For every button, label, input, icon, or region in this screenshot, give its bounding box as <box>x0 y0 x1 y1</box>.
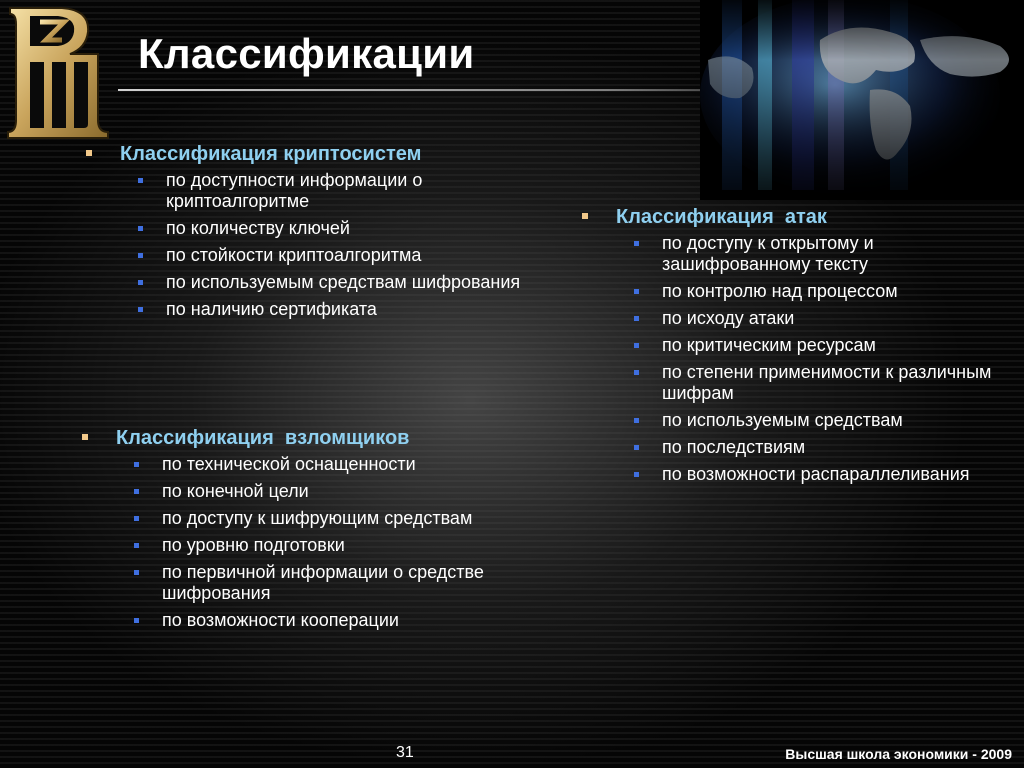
list-item: по используемым средствам <box>576 410 996 431</box>
section-header <box>76 426 596 450</box>
section-title: Классификация криптосистем <box>120 143 422 165</box>
section-attacks <box>576 205 996 491</box>
list-item: по доступности информации о криптоалгоритме <box>80 170 550 212</box>
list-item: по критическим ресурсам <box>576 335 996 356</box>
list-item: по последствиям <box>576 437 996 458</box>
list-item: по используемым средствам шифрования <box>80 272 550 293</box>
square-bullet-icon <box>582 213 588 219</box>
world-map-image <box>700 0 1024 200</box>
hse-logo <box>0 0 118 140</box>
list-item: по количеству ключей <box>80 218 550 239</box>
section-hackers <box>76 426 596 637</box>
square-bullet-icon <box>634 343 639 348</box>
square-bullet-icon <box>138 307 143 312</box>
list-item: по стойкости криптоалгоритма <box>80 245 550 266</box>
square-bullet-icon <box>86 150 92 156</box>
list-item: по исходу атаки <box>576 308 996 329</box>
list-item: по доступу к открытому и зашифрованному тексту <box>576 233 996 275</box>
square-bullet-icon <box>134 570 139 575</box>
square-bullet-icon <box>138 280 143 285</box>
square-bullet-icon <box>134 618 139 623</box>
list-item: по возможности распараллеливания <box>576 464 996 485</box>
square-bullet-icon <box>134 516 139 521</box>
footer-organization: Высшая школа экономики - 2009 <box>785 746 1012 762</box>
list-item: по первичной информации о средстве шифрования <box>76 562 596 604</box>
section-cryptosystems <box>80 142 550 326</box>
list-item: по степени применимости к различным шифрам <box>576 362 996 404</box>
square-bullet-icon <box>634 289 639 294</box>
square-bullet-icon <box>134 489 139 494</box>
list-item: по доступу к шифрующим средствам <box>76 508 596 529</box>
item-list <box>76 454 596 631</box>
list-item: по контролю над процессом <box>576 281 996 302</box>
section-title: Классификация взломщиков <box>116 427 410 449</box>
item-list <box>80 170 550 320</box>
list-item: по возможности кооперации <box>76 610 596 631</box>
page-number: 31 <box>396 744 414 761</box>
list-item: по наличию сертификата <box>80 299 550 320</box>
list-item: по технической оснащенности <box>76 454 596 475</box>
section-header <box>80 142 550 166</box>
square-bullet-icon <box>634 418 639 423</box>
slide-title: Классификации <box>138 30 475 77</box>
list-item: по уровню подготовки <box>76 535 596 556</box>
square-bullet-icon <box>634 472 639 477</box>
square-bullet-icon <box>634 370 639 375</box>
square-bullet-icon <box>138 226 143 231</box>
square-bullet-icon <box>634 445 639 450</box>
square-bullet-icon <box>634 316 639 321</box>
list-item: по конечной цели <box>76 481 596 502</box>
square-bullet-icon <box>82 434 88 440</box>
section-header <box>576 205 996 229</box>
square-bullet-icon <box>138 253 143 258</box>
square-bullet-icon <box>134 462 139 467</box>
item-list <box>576 233 996 485</box>
square-bullet-icon <box>138 178 143 183</box>
square-bullet-icon <box>634 241 639 246</box>
square-bullet-icon <box>134 543 139 548</box>
section-title: Классификация атак <box>616 206 827 228</box>
